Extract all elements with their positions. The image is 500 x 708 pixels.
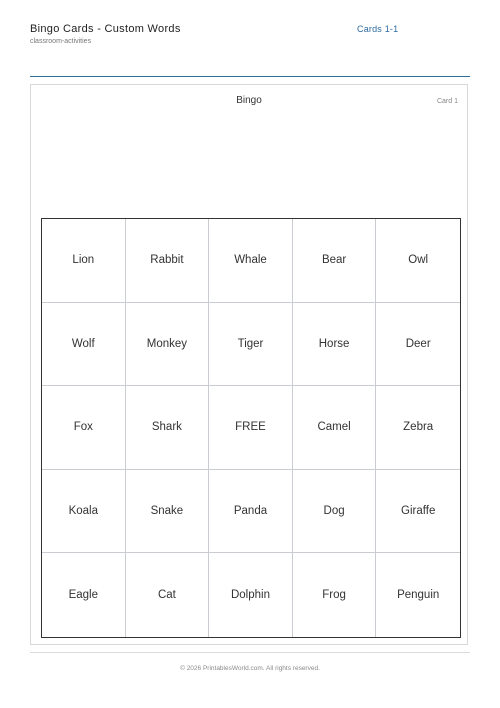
bingo-grid — [41, 218, 461, 638]
bingo-cell: Panda — [209, 470, 293, 554]
bingo-cell: Wolf — [42, 303, 126, 387]
bingo-cell: Zebra — [376, 386, 460, 470]
bingo-cell: Penguin — [397, 589, 440, 602]
bingo-cell: Owl — [376, 219, 460, 303]
bingo-cell: Bear — [293, 219, 377, 303]
bingo-cell: Tiger — [209, 303, 293, 387]
bingo-cell: Monkey — [126, 303, 210, 387]
bingo-cell: Whale — [209, 219, 293, 303]
bingo-cell: Cat — [126, 553, 210, 637]
bingo-cell: Frog — [293, 553, 377, 637]
bingo-cell: Shark — [126, 386, 210, 470]
footer-copyright: © 2026 PrintablesWorld.com. All rights reserved. — [180, 665, 320, 672]
card-number: Card 1 — [436, 98, 458, 105]
header-divider — [30, 76, 470, 77]
bingo-cell: Eagle — [42, 553, 126, 637]
bingo-cell: Lion — [42, 219, 126, 303]
bingo-cell: Snake — [126, 470, 210, 554]
bingo-cell: Camel — [293, 386, 377, 470]
bingo-cell: Dolphin — [209, 553, 293, 637]
bingo-cell: Fox — [42, 386, 126, 470]
bingo-cell: Koala — [42, 470, 126, 554]
cards-range-label: Cards 1-1 — [357, 24, 399, 34]
bingo-card — [30, 84, 468, 645]
bingo-cell: Deer — [376, 303, 460, 387]
document-title: Bingo Cards - Custom Words — [30, 23, 181, 35]
free-space-cell: FREE — [209, 386, 293, 470]
document-subtitle: classroom-activities — [30, 38, 92, 45]
footer-divider — [30, 652, 470, 653]
bingo-cell: Rabbit — [126, 219, 210, 303]
bingo-cell: Giraffe — [376, 470, 460, 554]
card-title: Bingo — [236, 95, 262, 106]
bingo-cell: Dog — [293, 470, 377, 554]
bingo-cell: Horse — [293, 303, 377, 387]
document-header — [30, 0, 470, 80]
